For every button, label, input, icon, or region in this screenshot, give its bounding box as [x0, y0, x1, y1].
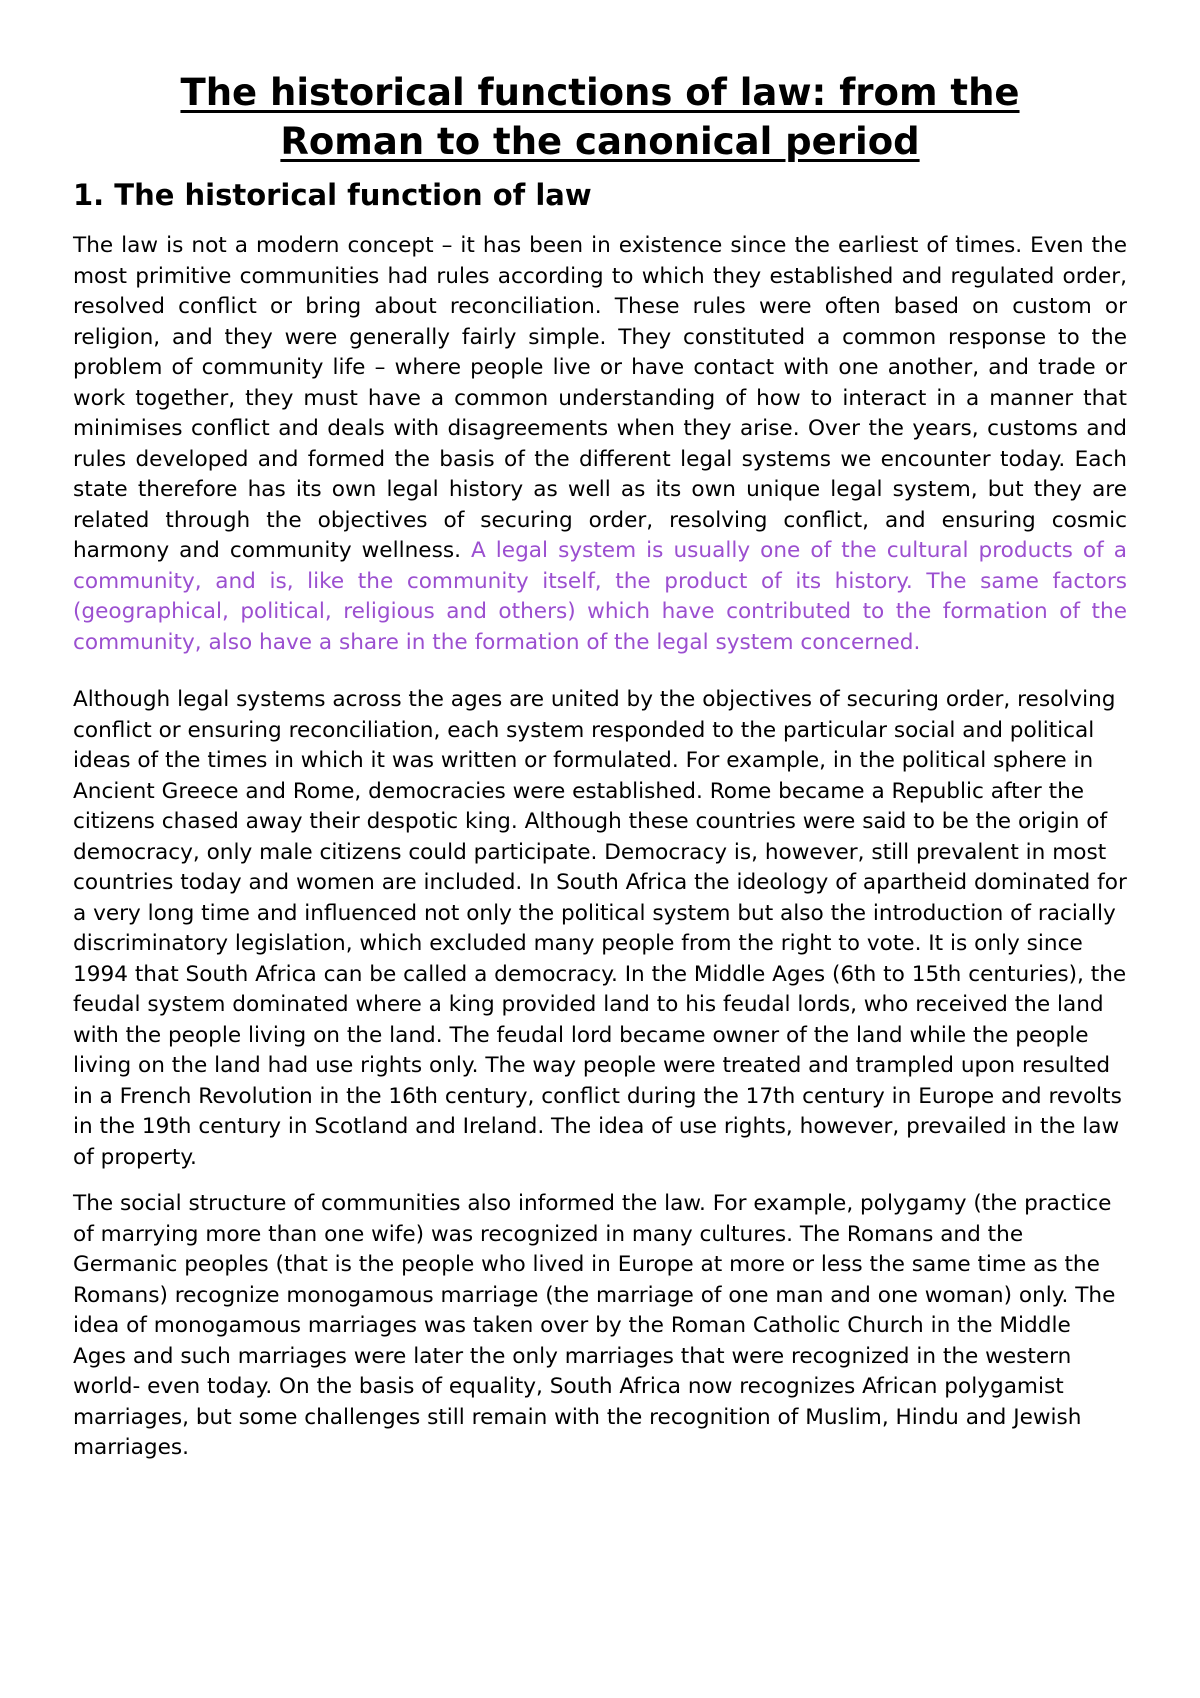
paragraph-3: The social structure of communities also informed the law. For example, polygamy (the practice of marrying more than one wife) was recognized in many cultures. The Romans and the Germanic peoples (that is the people who lived in Europe at more or less the same time as the Romans) recognize monogamous marriage (the marriage of one man and one woman) only. The idea of monogamous marriages was taken over by the Roman Catholic Church in the Middle Ages and such marriages were later the only marriages that were recognized in the western world- even today. On the basis of equality, South Africa now recognizes African polygamist marriages, but some challenges still remain with the recognition of Muslim, Hindu and Jewish marriages. — [73, 1191, 1116, 1460]
document-title-line2: Roman to the canonical period — [280, 120, 920, 163]
paragraph-1-text: The law is not a modern concept – it has been in existence since the earliest of times. Even the most primitive communities had rules according to which they established and regulated order, resolved conflict or bring about reconciliation. These rules were often based on custom or religion, and they were generally fairly simple. They constituted a common response to the problem of community life – where people live or have contact with one another, and trade or work together, they must have a common understanding of how to interact in a manner that minimises conflict and deals with disagreements when they arise. Over the years, customs and rules developed and formed the basis of the different legal systems we encounter today. Each state therefore has its own legal history as well as its own unique legal system, but they are related through the objectives of securing order, resolving conflict, and ensuring cosmic harmony and community wellness. — [73, 233, 1127, 563]
paragraph-1 — [73, 231, 1127, 658]
document-title — [73, 68, 1127, 166]
paragraph-2: Although legal systems across the ages are united by the objectives of securing order, resolving conflict or ensuring reconciliation, each system responded to the particular social and political ideas of the times in which it was written or formulated. For example, in the political sphere in Ancient Greece and Rome, democracies were established. Rome became a Republic after the citizens chased away their despotic king. Although these countries were said to be the origin of democracy, only male citizens could participate. Democracy is, however, still prevalent in most countries today and women are included. In South Africa the ideology of apartheid dominated for a very long time and influenced not only the political system but also the introduction of racially discriminatory legislation, which excluded many people from the right to vote. It is only since 1994 that South Africa can be called a democracy. In the Middle Ages (6th to 15th centuries), the feudal system dominated where a king provided land to his feudal lords, who received the land with the people living on the land. The feudal lord became owner of the land while the people living on the land had use rights only. The way people were treated and trampled upon resulted in a French Revolution in the 16th century, conflict during the 17th century in Europe and revolts in the 19th century in Scotland and Ireland. The idea of use rights, however, prevailed in the law of property. — [73, 687, 1127, 1170]
document-title-line1: The historical functions of law: from the — [180, 71, 1020, 114]
paragraph-1-highlighted-text: A legal system is usually one of the cultural products of a community, and is, like the community itself, the product of its history. The same factors (geographical, political, religious and others) which have contributed to the formation of the community, also have a share in the formation of the legal system concerned. — [73, 538, 1127, 655]
section-heading: 1. The historical function of law — [73, 178, 592, 212]
